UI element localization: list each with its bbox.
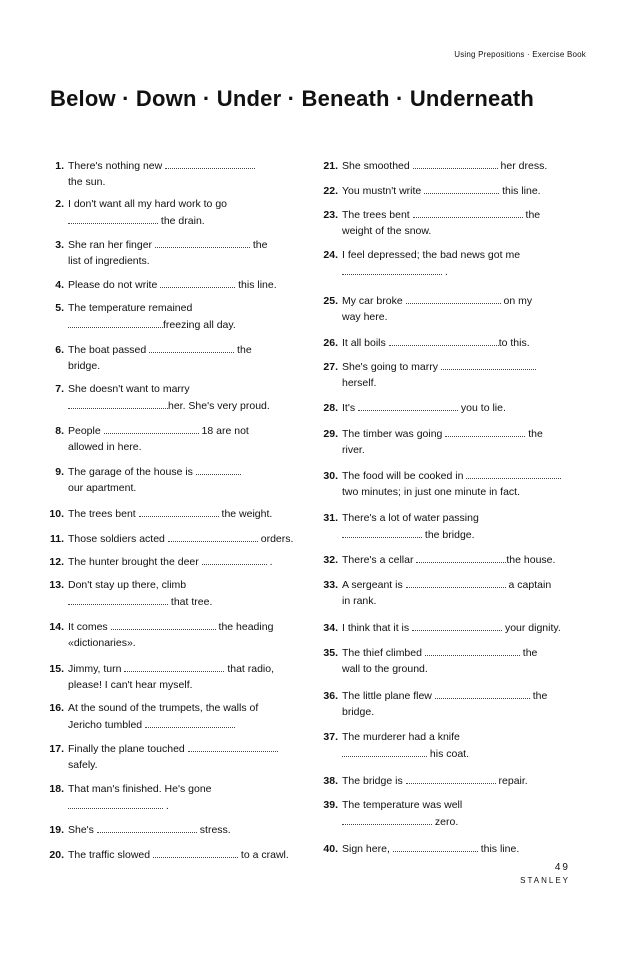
item-text: There's a cellar: [342, 554, 417, 566]
item-text-line: [318, 593, 551, 609]
exercise-item: [44, 618, 273, 651]
exercise-item: [44, 276, 277, 293]
answer-blank[interactable]: [445, 425, 525, 437]
item-text: She's: [68, 824, 97, 836]
item-text: her dress.: [497, 160, 548, 172]
exercise-item: [318, 510, 479, 543]
answer-blank[interactable]: [68, 316, 163, 328]
item-text: on my: [500, 295, 533, 307]
item-number: 1.: [55, 160, 64, 172]
item-text: two minutes; in just one minute in fact.: [342, 486, 521, 498]
item-text: She's going to marry: [342, 361, 441, 373]
item-text: The trees bent: [68, 508, 139, 520]
item-text: People: [68, 425, 104, 437]
answer-blank[interactable]: [406, 292, 501, 304]
item-text: The trees bent: [342, 209, 413, 221]
answer-blank[interactable]: [68, 797, 163, 809]
answer-blank[interactable]: [155, 236, 250, 248]
exercise-item: [318, 772, 528, 789]
answer-blank[interactable]: [139, 505, 219, 517]
item-text: bridge.: [342, 706, 375, 718]
item-number: 6.: [55, 344, 64, 356]
item-number: 28.: [323, 402, 338, 414]
item-text: zero.: [432, 816, 459, 828]
item-text: At the sound of the trumpets, the walls of: [68, 702, 259, 714]
item-text: the sun.: [68, 176, 106, 188]
item-number: 21.: [323, 160, 338, 172]
answer-blank[interactable]: [466, 467, 561, 479]
exercise-item: [318, 467, 561, 500]
item-text: the: [522, 209, 541, 221]
item-text: herself.: [342, 377, 377, 389]
item-number: 24.: [323, 249, 338, 261]
answer-blank[interactable]: [425, 644, 520, 656]
item-text: that tree.: [168, 596, 213, 608]
item-text-line: [318, 309, 532, 325]
exercise-item: [318, 687, 547, 720]
exercise-item: [44, 381, 270, 414]
answer-blank[interactable]: [160, 276, 235, 288]
item-text: the drain.: [158, 215, 205, 227]
item-text: The hunter brought the deer: [68, 556, 202, 568]
answer-blank[interactable]: [165, 157, 255, 169]
item-text: Jimmy, turn: [68, 663, 125, 675]
item-text: The thief climbed: [342, 647, 425, 659]
item-text: the bridge.: [422, 529, 475, 541]
answer-blank[interactable]: [342, 526, 422, 538]
item-text: Jericho tumbled: [68, 719, 146, 731]
answer-blank[interactable]: [149, 341, 234, 353]
item-number: 30.: [323, 470, 338, 482]
exercise-item: [44, 530, 293, 547]
answer-blank[interactable]: [416, 551, 506, 563]
exercise-item: [44, 577, 212, 610]
answer-blank[interactable]: [358, 399, 458, 411]
publisher-name: STANLEY: [520, 876, 570, 885]
running-header: Using Prepositions · Exercise Book: [454, 50, 586, 59]
answer-blank[interactable]: [202, 553, 267, 565]
item-number: 3.: [55, 239, 64, 251]
exercise-item: [318, 576, 551, 609]
item-text: She smoothed: [342, 160, 413, 172]
exercise-item: [318, 551, 555, 568]
item-text: repair.: [495, 775, 528, 787]
item-text: weight of the snow.: [342, 225, 432, 237]
item-number: 9.: [55, 466, 64, 478]
exercise-item: [44, 236, 267, 269]
page-title: Below · Down · Under · Beneath · Underneath: [50, 86, 535, 111]
item-text-line: [318, 375, 536, 391]
item-text: the heading: [215, 621, 274, 633]
item-text: The bridge is: [342, 775, 406, 787]
item-text: allowed in here.: [68, 441, 142, 453]
item-text-line: [44, 677, 274, 693]
item-text: The food will be cooked in: [342, 470, 467, 482]
item-text: 18 are not: [198, 425, 249, 437]
item-text-line: [318, 526, 479, 543]
page-number: 49: [554, 862, 570, 873]
item-number: 32.: [323, 554, 338, 566]
exercise-item: [44, 196, 227, 229]
item-number: 15.: [49, 663, 64, 675]
item-text: in rank.: [342, 595, 377, 607]
answer-blank[interactable]: [424, 182, 499, 194]
item-text: river.: [342, 444, 365, 456]
item-text: The murderer had a knife: [342, 731, 460, 743]
answer-blank[interactable]: [406, 576, 506, 588]
exercise-item: [44, 157, 255, 190]
answer-blank[interactable]: [412, 619, 502, 631]
answer-blank[interactable]: [68, 397, 168, 409]
item-text: It all boils: [342, 337, 389, 349]
item-text-line: [318, 813, 462, 830]
item-text: I think that it is: [342, 622, 413, 634]
item-text: .: [266, 556, 273, 568]
answer-blank[interactable]: [124, 660, 224, 672]
exercise-item: [44, 740, 278, 773]
item-text: the weight.: [218, 508, 273, 520]
exercise-item: [318, 358, 536, 391]
item-number: 25.: [323, 295, 338, 307]
answer-blank[interactable]: [406, 772, 496, 784]
item-text: I feel depressed; the bad news got me: [342, 249, 521, 261]
item-number: 29.: [323, 428, 338, 440]
item-text: to a crawl.: [238, 849, 289, 861]
item-number: 22.: [323, 185, 338, 197]
answer-blank[interactable]: [68, 212, 158, 224]
answer-blank[interactable]: [389, 334, 499, 346]
item-text: It comes: [68, 621, 111, 633]
item-number: 13.: [49, 579, 64, 591]
item-text: safely.: [68, 759, 98, 771]
item-number: 38.: [323, 775, 338, 787]
answer-blank[interactable]: [111, 618, 216, 630]
item-text: your dignity.: [502, 622, 561, 634]
answer-blank[interactable]: [342, 813, 432, 825]
item-text-line: [318, 263, 520, 280]
item-text: you to lie.: [458, 402, 506, 414]
item-text: Finally the plane touched: [68, 743, 188, 755]
item-text: The temperature was well: [342, 799, 463, 811]
answer-blank[interactable]: [97, 821, 197, 833]
exercise-item: [44, 700, 258, 733]
answer-blank[interactable]: [413, 157, 498, 169]
answer-blank[interactable]: [168, 530, 258, 542]
item-text: Those soldiers acted: [68, 533, 168, 545]
answer-blank[interactable]: [342, 745, 427, 757]
answer-blank[interactable]: [145, 716, 235, 728]
item-number: 11.: [49, 533, 64, 545]
item-number: 14.: [49, 621, 64, 633]
item-text: «dictionaries».: [68, 637, 136, 649]
exercise-item: [44, 300, 236, 333]
item-text: this line.: [477, 843, 520, 855]
item-number: 33.: [323, 579, 338, 591]
item-number: 34.: [323, 622, 338, 634]
item-text: The traffic slowed: [68, 849, 154, 861]
item-text: wall to the ground.: [342, 663, 428, 675]
answer-blank[interactable]: [441, 358, 536, 370]
item-text-line: [44, 174, 255, 190]
item-text: Sign here,: [342, 843, 393, 855]
item-number: 35.: [323, 647, 338, 659]
item-text: There's a lot of water passing: [342, 512, 479, 524]
exercise-item: [318, 206, 540, 239]
item-text: The little plane flew: [342, 690, 435, 702]
item-number: 36.: [323, 690, 338, 702]
answer-blank[interactable]: [68, 593, 168, 605]
exercise-item: [44, 821, 231, 838]
item-number: 5.: [55, 302, 64, 314]
exercise-item: [318, 840, 519, 857]
item-text-line: [44, 439, 249, 455]
exercise-item: [318, 399, 506, 416]
exercise-item: [318, 729, 469, 762]
item-text: She ran her finger: [68, 239, 155, 251]
exercise-item: [318, 292, 532, 325]
item-text: Don't stay up there, climb: [68, 579, 187, 591]
item-text: .: [442, 266, 448, 278]
item-text: The timber was going: [342, 428, 446, 440]
exercise-item: [318, 247, 520, 280]
item-text: Please do not write: [68, 279, 161, 291]
item-number: 37.: [323, 731, 338, 743]
item-text: There's nothing new: [68, 160, 166, 172]
exercise-item: [44, 660, 274, 693]
item-text: the: [529, 690, 548, 702]
item-number: 26.: [323, 337, 338, 349]
answer-blank[interactable]: [393, 840, 478, 852]
item-number: 16.: [49, 702, 64, 714]
item-text: way here.: [342, 311, 388, 323]
exercise-item: [44, 341, 252, 374]
exercise-item: [318, 797, 462, 830]
item-text: A sergeant is: [342, 579, 406, 591]
item-text-line: [44, 716, 258, 733]
answer-blank[interactable]: [104, 422, 199, 434]
item-text: My car broke: [342, 295, 406, 307]
answer-blank[interactable]: [196, 463, 241, 475]
item-number: 18.: [49, 783, 64, 795]
item-text: our apartment.: [68, 482, 137, 494]
item-text: this line.: [499, 185, 541, 197]
exercise-item: [318, 644, 537, 677]
item-text-line: [318, 223, 540, 239]
item-text-line: [44, 757, 278, 773]
item-text-line: [44, 635, 273, 651]
item-text: stress.: [196, 824, 231, 836]
item-number: 39.: [323, 799, 338, 811]
exercise-item: [44, 846, 289, 863]
item-text: the house.: [506, 554, 556, 566]
item-text-line: [44, 480, 241, 496]
item-text: She doesn't want to marry: [68, 383, 190, 395]
item-number: 31.: [323, 512, 338, 524]
item-text: the: [249, 239, 268, 251]
item-text: the: [234, 344, 252, 356]
item-text: the: [525, 428, 543, 440]
item-text-line: [318, 484, 561, 500]
item-text: The boat passed: [68, 344, 150, 356]
item-text-line: [318, 704, 547, 720]
exercise-item: [318, 334, 530, 351]
item-number: 23.: [323, 209, 338, 221]
item-text: list of ingredients.: [68, 255, 150, 267]
item-number: 20.: [49, 849, 64, 861]
item-text: bridge.: [68, 360, 101, 372]
item-text-line: [44, 797, 212, 814]
item-text: the: [519, 647, 538, 659]
item-text-line: [318, 661, 537, 677]
exercise-item: [318, 157, 547, 174]
item-text-line: [44, 212, 227, 229]
answer-blank[interactable]: [435, 687, 530, 699]
answer-blank[interactable]: [342, 263, 442, 275]
item-number: 12.: [49, 556, 64, 568]
item-text-line: [44, 358, 252, 374]
answer-blank[interactable]: [188, 740, 278, 752]
item-number: 7.: [55, 383, 64, 395]
item-number: 40.: [323, 843, 338, 855]
item-number: 10.: [49, 508, 64, 520]
answer-blank[interactable]: [413, 206, 523, 218]
item-text: his coat.: [427, 748, 470, 760]
exercise-item: [318, 182, 541, 199]
answer-blank[interactable]: [153, 846, 238, 858]
exercise-item: [44, 422, 249, 455]
item-number: 4.: [55, 279, 64, 291]
item-text: freezing all day.: [163, 319, 236, 331]
item-text: that radio,: [224, 663, 275, 675]
item-text-line: [44, 316, 236, 333]
item-text: orders.: [257, 533, 294, 545]
item-text: The garage of the house is: [68, 466, 196, 478]
item-number: 17.: [49, 743, 64, 755]
item-text: I don't want all my hard work to go: [68, 198, 227, 210]
exercise-item: [318, 619, 561, 636]
item-text-line: [44, 593, 212, 610]
item-number: 8.: [55, 425, 64, 437]
exercise-item: [318, 425, 543, 458]
item-text-line: [44, 253, 267, 269]
item-text: this line.: [235, 279, 277, 291]
item-text: .: [163, 800, 169, 812]
item-text-line: [318, 442, 543, 458]
exercise-item: [44, 781, 212, 814]
exercise-item: [44, 505, 272, 522]
item-text: It's: [342, 402, 359, 414]
item-text: her. She's very proud.: [168, 400, 270, 412]
item-text-line: [44, 397, 270, 414]
item-text: a captain: [505, 579, 552, 591]
item-text: You mustn't write: [342, 185, 425, 197]
exercise-item: [44, 463, 241, 496]
item-number: 2.: [55, 198, 64, 210]
item-number: 27.: [323, 361, 338, 373]
item-text-line: [318, 745, 469, 762]
item-text: That man's finished. He's gone: [68, 783, 212, 795]
exercise-item: [44, 553, 273, 570]
item-text: please! I can't hear myself.: [68, 679, 193, 691]
item-text: The temperature remained: [68, 302, 193, 314]
item-text: to this.: [498, 337, 530, 349]
item-number: 19.: [49, 824, 64, 836]
